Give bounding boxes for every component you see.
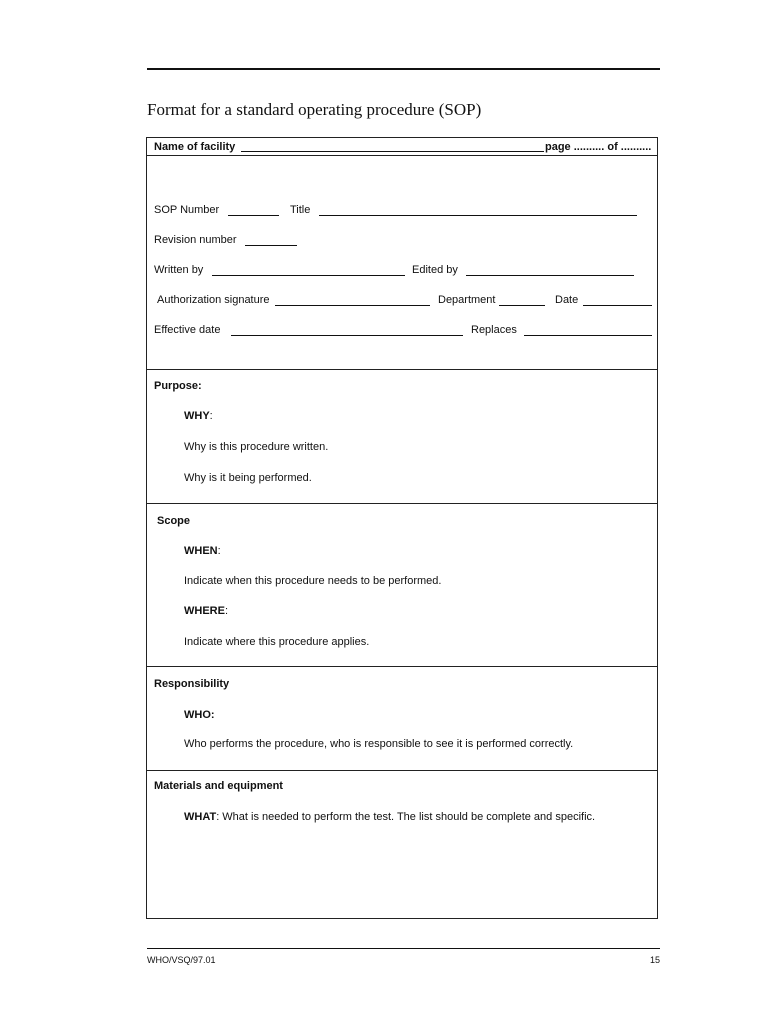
page-of-label: page .......... of .......... [545, 141, 652, 153]
footer-rule [147, 948, 660, 949]
when-label-group [184, 545, 221, 558]
sop-number-field[interactable] [228, 215, 279, 216]
authorization-signature-field[interactable] [275, 305, 430, 306]
authorization-signature-label: Authorization signature [157, 294, 270, 306]
sop-form [146, 137, 658, 919]
when-colon: : [217, 545, 221, 557]
department-label: Department [438, 294, 496, 306]
when-text: Indicate when this procedure needs to be performed. [184, 575, 442, 587]
responsibility-section [147, 667, 657, 771]
revision-number-field[interactable] [245, 245, 297, 246]
title-label: Title [290, 204, 311, 216]
identification-section [147, 156, 657, 370]
purpose-line-2: Why is it being performed. [184, 472, 312, 484]
scope-heading: Scope [157, 515, 191, 527]
revision-number-label: Revision number [154, 234, 237, 246]
where-label-group [184, 605, 228, 618]
effective-date-field[interactable] [231, 335, 463, 336]
edited-by-field[interactable] [466, 275, 634, 276]
date-label: Date [555, 294, 579, 306]
date-field[interactable] [583, 305, 652, 306]
what-text: : What is needed to perform the test. The list should be complete and specific. [216, 811, 596, 823]
where-text: Indicate where this procedure applies. [184, 636, 370, 648]
scope-section [147, 504, 657, 667]
responsibility-heading: Responsibility [154, 678, 230, 690]
purpose-line-1: Why is this procedure written. [184, 441, 329, 453]
department-field[interactable] [499, 305, 545, 306]
edited-by-label: Edited by [412, 264, 458, 276]
document-code: WHO/VSQ/97.01 [147, 955, 216, 965]
facility-label: Name of facility [154, 141, 236, 153]
where-colon: : [224, 605, 229, 617]
page-title: Format for a standard operating procedure (SOP) [147, 100, 482, 119]
where-label: WHERE [184, 605, 225, 617]
why-label-group [184, 410, 213, 423]
materials-heading: Materials and equipment [154, 780, 283, 792]
why-colon: : [209, 410, 213, 422]
when-label: WHEN [184, 545, 218, 557]
replaces-field[interactable] [524, 335, 652, 336]
materials-section [147, 771, 657, 919]
what-line [184, 811, 595, 824]
why-label: WHY [184, 410, 210, 422]
purpose-heading: Purpose: [154, 380, 202, 392]
who-text: Who performs the procedure, who is responsible to see it is performed correctly. [184, 738, 574, 750]
page-number: 15 [650, 955, 661, 965]
facility-header-row [147, 138, 657, 156]
effective-date-label: Effective date [154, 324, 221, 336]
written-by-label: Written by [154, 264, 204, 276]
facility-name-field[interactable] [241, 151, 544, 152]
title-field[interactable] [319, 215, 637, 216]
purpose-section [147, 370, 657, 504]
what-label: WHAT [184, 811, 217, 823]
replaces-label: Replaces [471, 324, 517, 336]
who-label: WHO: [184, 709, 215, 721]
written-by-field[interactable] [212, 275, 405, 276]
sop-number-label: SOP Number [154, 204, 220, 216]
top-rule [147, 68, 660, 70]
